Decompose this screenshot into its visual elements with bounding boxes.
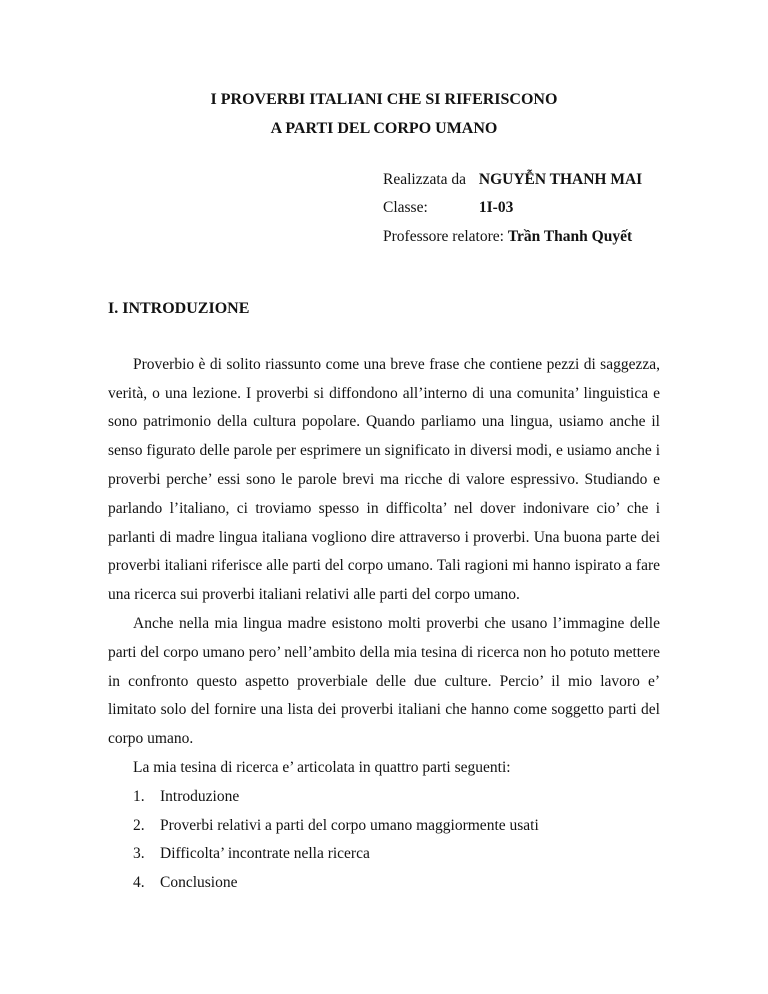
classe-value: 1I-03 — [478, 199, 514, 217]
paragraph-line: senso figurato delle parole per esprimere un significato in diversi modi, e usiamo anche i — [108, 442, 660, 460]
title-line-1: I PROVERBI ITALIANI CHE SI RIFERISCONO — [210, 91, 558, 108]
author-name: NGUYỄN THANH MAI — [478, 170, 643, 188]
paragraph-line: verità, o una lezione. I proverbi si diffondono all’interno di una comunita’ linguistica e — [108, 384, 660, 402]
author-row-classe — [383, 194, 660, 223]
list-item-text: Conclusione — [160, 874, 238, 892]
page-content — [0, 86, 768, 898]
paragraph-2 — [108, 610, 660, 754]
list-item-text: Difficolta’ incontrate nella ricerca — [160, 845, 370, 863]
body-text — [108, 351, 660, 898]
realizzata-label: Realizzata da — [383, 170, 467, 188]
outline-list — [108, 783, 660, 898]
author-block — [383, 166, 660, 252]
professore-name: Trần Thanh Quyết — [507, 228, 633, 246]
list-item-text: Proverbi relativi a parti del corpo umano maggiormente usati — [160, 816, 539, 834]
paragraph-line: sono patrimonio della cultura popolare. Quando parliamo una lingua, usiamo anche il — [108, 413, 660, 431]
paragraph-line: proverbi perche’ essi sono le parole brevi ma ricche di valore espressivo. Studiando e — [108, 470, 660, 488]
paragraph-line: parlanti di madre lingua italiana vogliono dire attraverso i proverbi. Una buona parte dei — [108, 528, 660, 546]
title-line-2: A PARTI DEL CORPO UMANO — [270, 119, 498, 137]
list-item-introduzione — [133, 783, 660, 812]
list-item-difficolta — [133, 840, 660, 869]
professore-label: Professore relatore: — [383, 228, 504, 246]
paragraph-line: parti del corpo umano pero’ nell’ambito della mia tesina di ricerca non ho potuto mettere — [108, 643, 660, 661]
paragraph-line: in confronto questo aspetto proverbiale delle due culture. Percio’ il mio lavoro e’ — [108, 672, 660, 690]
paragraph-line: Anche nella mia lingua madre esistono molti proverbi che usano l’immagine delle — [133, 614, 660, 632]
paragraph-1 — [108, 351, 660, 610]
list-item-text: Introduzione — [160, 787, 240, 805]
author-row-realizzata — [383, 166, 660, 195]
classe-label: Classe: — [383, 199, 428, 217]
document-title — [108, 86, 660, 144]
list-item-number: 3. — [133, 845, 145, 863]
list-item-conclusione — [133, 869, 660, 898]
paragraph-line: corpo umano. — [108, 730, 194, 748]
paragraph-3 — [108, 754, 660, 783]
paragraph-line: limitato solo del fornire una lista dei proverbi italiani che hanno come soggetto parti del — [108, 701, 660, 719]
paragraph-line: una ricerca sui proverbi italiani relativi alle parti del corpo umano. — [108, 586, 520, 604]
paragraph-line: La mia tesina di ricerca e’ articolata in quattro parti seguenti: — [133, 758, 511, 776]
list-item-number: 4. — [133, 874, 145, 892]
author-row-professore — [383, 223, 660, 252]
paragraph-line: parlando l’italiano, ci troviamo spesso in difficolta’ nel dover indonivare cio’ che i — [108, 499, 660, 517]
list-item-number: 1. — [133, 787, 145, 805]
paragraph-line: Proverbio è di solito riassunto come una breve frase che contiene pezzi di saggezza, — [133, 355, 660, 373]
list-item-number: 2. — [133, 816, 145, 834]
list-item-proverbi — [133, 812, 660, 841]
paragraph-line: proverbi italiani riferisce alle parti del corpo umano. Tali ragioni mi hanno ispirato a fare — [108, 557, 660, 575]
section-heading-introduzione: I. INTRODUZIONE — [108, 299, 250, 317]
